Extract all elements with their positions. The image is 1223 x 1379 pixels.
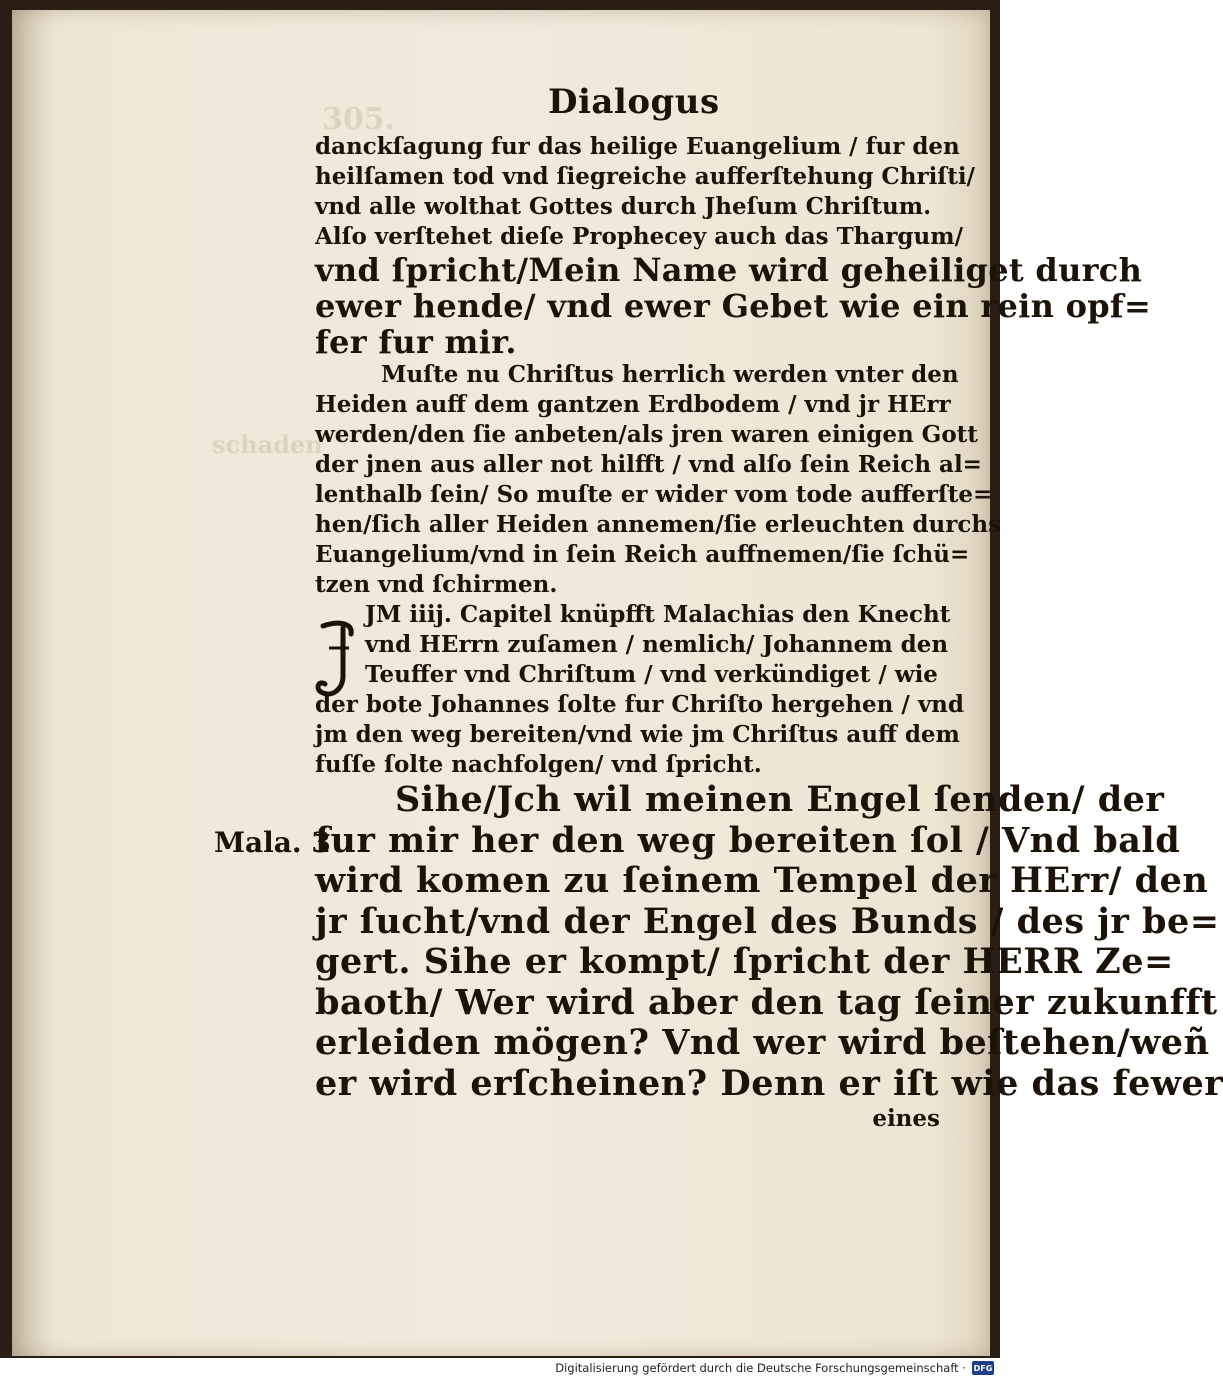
catchword: eines	[872, 1105, 940, 1132]
text-line: heilſamen tod vnd ſiegreiche aufferſtehung Chriſti/	[315, 163, 975, 190]
text-line: fur mir her den weg bereiten ſol / Vnd bald	[315, 819, 1181, 861]
text-line: werden/den ſie anbeten/als jren waren einigen Gott	[315, 421, 978, 448]
text-line: der bote Johannes ſolte fur Chriſto hergehen / vnd	[315, 691, 964, 718]
text-line: Heiden auff dem gantzen Erdbodem / vnd jr HErr	[315, 391, 951, 418]
text-line: hen/ſich aller Heiden annemen/ſie erleuchten durchs	[315, 511, 1002, 538]
text-line: Muſte nu Chriſtus herrlich werden vnter den	[381, 361, 959, 388]
text-line: vnd ſpricht/Mein Name wird geheiliget durch	[315, 251, 1143, 289]
text-line: fer fur mir.	[315, 323, 517, 361]
text-line: JM iiij. Capitel knüpfft Malachias den Knecht	[365, 601, 951, 628]
spine-shadow	[12, 10, 52, 1356]
text-line: wird komen zu ſeinem Tempel der HErr/ den	[315, 860, 1209, 901]
show-through-ghost-2: schaden	[212, 430, 323, 459]
footer-bar	[0, 1358, 1000, 1379]
margin-note: Mala. 3	[214, 826, 331, 859]
footer-credit: Digitalisierung gefördert durch die Deutsche Forschungsgemeinschaft ·	[555, 1361, 966, 1375]
text-line: Alſo verſtehet dieſe Prophecey auch das Thargum/	[315, 223, 963, 250]
show-through-ghost: 305.	[322, 102, 396, 137]
text-line: jr ſucht/vnd der Engel des Bunds / des jr be=	[315, 900, 1220, 942]
text-line: gert. Sihe er kompt/ ſpricht der HERR Ze=	[315, 941, 1174, 982]
text-line: fuſſe ſolte nachfolgen/ vnd ſpricht.	[315, 751, 762, 778]
text-line: Sihe/Jch wil meinen Engel ſenden/ der	[395, 779, 1165, 820]
running-head: Dialogus	[548, 82, 720, 122]
main-text-block	[315, 132, 1223, 1134]
text-line: danckſagung fur das heilige Euangelium / fur den	[315, 133, 960, 160]
dfg-logo-icon: DFG	[972, 1361, 994, 1375]
text-line: erleiden mögen? Vnd wer wird beſtehen/weñ	[315, 1022, 1210, 1063]
text-line: vnd alle wolthat Gottes durch Jheſum Chriſtum.	[315, 193, 932, 220]
text-line: jm den weg bereiten/vnd wie jm Chriſtus auff dem	[315, 721, 960, 748]
text-line: der jnen aus aller not hilfft / vnd alſo ſein Reich al=	[315, 451, 982, 478]
text-line: lenthalb ſein/ So muſte er wider vom tode aufferſte=	[315, 481, 993, 508]
text-line: Euangelium/vnd in ſein Reich auffnemen/ſie ſchü=	[315, 541, 970, 568]
text-line: er wird erſcheinen? Denn er iſt wie das fewer	[315, 1062, 1223, 1104]
text-line: tzen vnd ſchirmen.	[315, 571, 558, 598]
text-line: baoth/ Wer wird aber den tag ſeiner zukunfft	[315, 981, 1218, 1023]
text-line: vnd HErrn zuſamen / nemlich/ Johannem den	[365, 631, 949, 658]
text-line: Teuffer vnd Chriſtum / vnd verkündiget / wie	[365, 661, 938, 688]
text-line: ewer hende/ vnd ewer Gebet wie ein rein opf=	[315, 287, 1152, 325]
